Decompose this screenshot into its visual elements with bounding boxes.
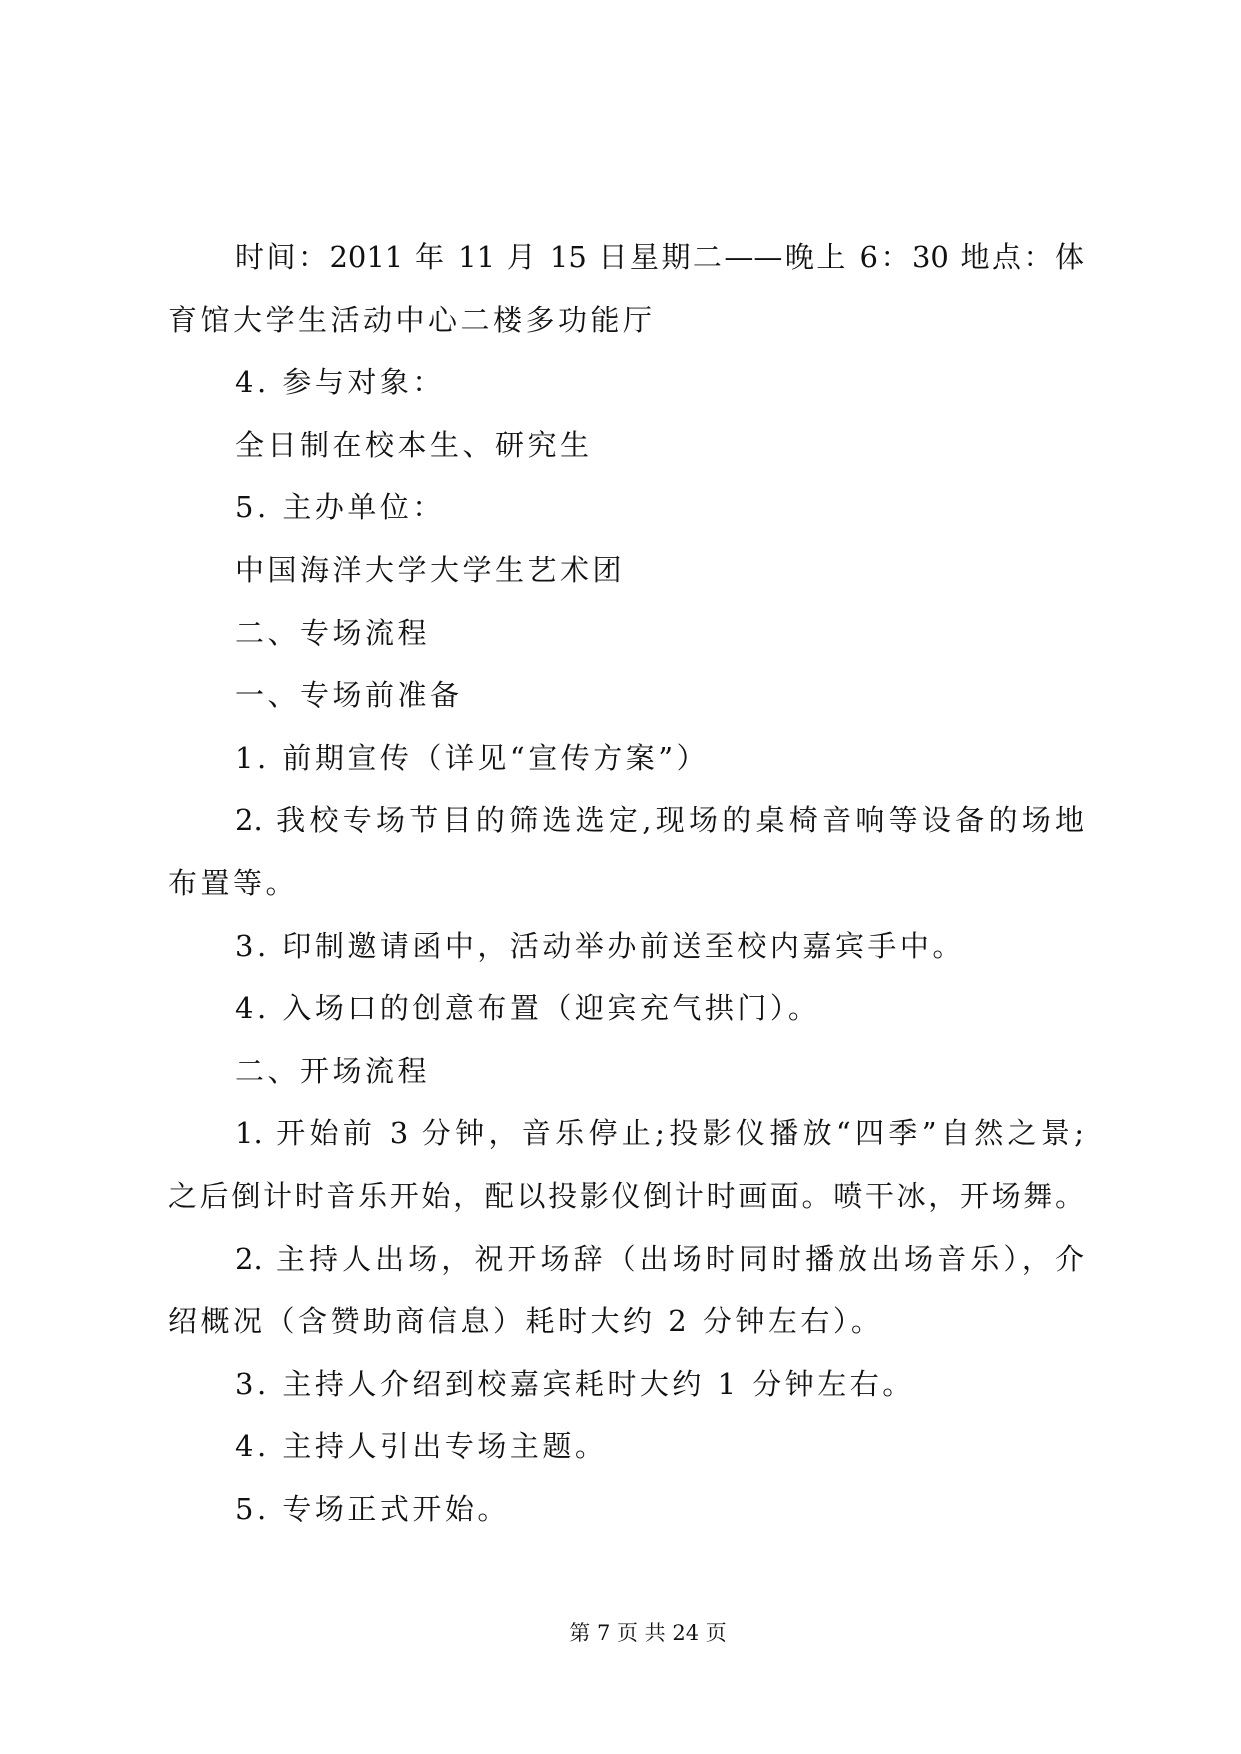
- text-line: 2. 我校专场节目的筛选选定,现场的桌椅音响等设备的场地: [235, 803, 1084, 838]
- text-line: 育馆大学生活动中心二楼多功能厅: [168, 302, 656, 337]
- text-line: 全日制在校本生、研究生: [235, 427, 593, 462]
- text-line: 5. 专场正式开始。: [235, 1492, 510, 1526]
- text-line: 绍概况（含赞助商信息）耗时大约 2 分钟左右）。: [168, 1304, 884, 1339]
- text-line: 5. 主办单位：: [235, 490, 445, 525]
- page-number-footer: 第 7 页 共 24 页: [569, 1621, 727, 1645]
- text-line: 4. 主持人引出专场主题。: [235, 1429, 608, 1464]
- text-line: 二、开场流程: [235, 1053, 431, 1088]
- text-line: 1. 开始前 3 分钟，音乐停止;投影仪播放“四季”自然之景;: [235, 1116, 1084, 1151]
- text-line: 1. 前期宣传（详见“宣传方案”）: [235, 740, 710, 775]
- text-line: 4. 参与对象：: [235, 365, 445, 400]
- text-line: 2. 主持人出场，祝开场辞（出场时同时播放出场音乐），介: [235, 1241, 1084, 1276]
- text-line: 4. 入场口的创意布置（迎宾充气拱门）。: [235, 991, 821, 1026]
- text-line: 布置等。: [168, 866, 299, 900]
- text-line: 3. 主持人介绍到校嘉宾耗时大约 1 分钟左右。: [235, 1366, 915, 1401]
- text-line: 二、专场流程: [235, 615, 431, 650]
- text-line: 之后倒计时音乐开始，配以投影仪倒计时画面。喷干冰，开场舞。: [168, 1179, 1084, 1213]
- text-line: 时间：2011 年 11 月 15 日星期二——晚上 6：30 地点：体: [235, 240, 1084, 274]
- text-line: 中国海洋大学大学生艺术团: [235, 553, 626, 587]
- text-line: 3. 印制邀请函中，活动举办前送至校内嘉宾手中。: [235, 928, 965, 963]
- text-line: 一、专场前准备: [235, 678, 463, 713]
